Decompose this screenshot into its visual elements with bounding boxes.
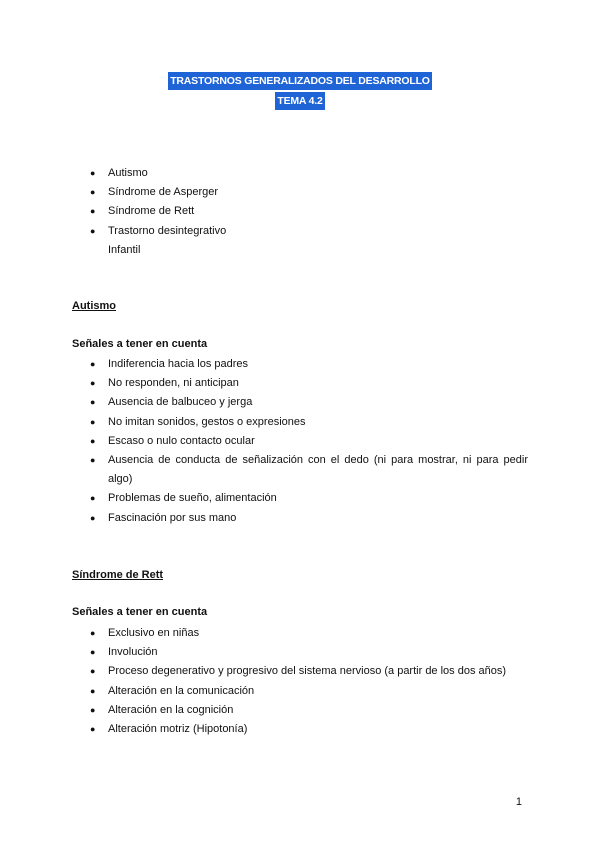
document-title: [0, 72, 600, 110]
list-item: ● Indiferencia hacia los padres: [90, 355, 528, 374]
title-line-1: TRASTORNOS GENERALIZADOS DEL DESARROLLO: [168, 72, 432, 90]
list-item: ● Proceso degenerativo y progresivo del sistema nervioso (a partir de los dos años): [90, 662, 528, 681]
list-item: ● No responden, ni anticipan: [90, 374, 528, 393]
title-line-2: TEMA 4.2: [275, 92, 324, 110]
list-item: ● Involución: [90, 643, 528, 662]
list-item: ● Alteración en la comunicación: [90, 682, 528, 701]
list-item: ● Ausencia de balbuceo y jerga: [90, 393, 528, 412]
bullet-icon: ●: [90, 359, 96, 369]
bullet-icon: ●: [90, 168, 96, 178]
bullet-icon: ●: [90, 397, 96, 408]
list-item: ● Trastorno desintegrativo Infantil: [90, 222, 290, 260]
bullet-icon: ●: [90, 704, 96, 715]
bullet-icon: ●: [90, 225, 96, 236]
section-heading-autismo: Autismo: [72, 300, 116, 312]
list-item: ● Fascinación por sus mano: [90, 509, 528, 528]
subheading-autismo: Señales a tener en cuenta: [72, 338, 208, 350]
section-heading-rett: Síndrome de Rett: [72, 569, 164, 581]
bullet-icon: ●: [90, 512, 96, 523]
bullet-icon: ●: [90, 493, 96, 504]
list-item: ● Autismo: [90, 164, 290, 183]
list-item: ● Síndrome de Asperger: [90, 183, 290, 202]
list-item: ● No imitan sonidos, gestos o expresiones: [90, 413, 528, 432]
autismo-signs-list: [90, 355, 528, 528]
bullet-icon: ●: [90, 628, 96, 638]
list-item: ● Alteración en la cognición: [90, 701, 528, 720]
bullet-icon: ●: [90, 455, 96, 466]
list-item: ● Escaso o nulo contacto ocular: [90, 432, 528, 451]
bullet-icon: ●: [90, 647, 96, 658]
list-item-continuation: Infantil: [108, 243, 141, 256]
subheading-rett: Señales a tener en cuenta: [72, 606, 208, 618]
bullet-icon: ●: [90, 724, 96, 735]
list-item: ● Ausencia de conducta de señalización con el dedo (ni para mostrar, ni para pedir algo): [90, 451, 528, 489]
topics-list: [90, 164, 290, 260]
bullet-icon: ●: [90, 666, 96, 677]
bullet-icon: ●: [90, 435, 96, 446]
list-item: ● Alteración motriz (Hipotonía): [90, 720, 528, 739]
bullet-icon: ●: [90, 416, 96, 427]
bullet-icon: ●: [90, 206, 96, 217]
list-item: ● Exclusivo en niñas: [90, 624, 528, 643]
bullet-icon: ●: [90, 187, 96, 198]
list-item: ● Síndrome de Rett: [90, 202, 290, 221]
rett-signs-list: [90, 624, 528, 739]
page-number: 1: [515, 796, 522, 808]
bullet-icon: ●: [90, 378, 96, 389]
list-item: ● Problemas de sueño, alimentación: [90, 489, 528, 508]
bullet-icon: ●: [90, 685, 96, 696]
